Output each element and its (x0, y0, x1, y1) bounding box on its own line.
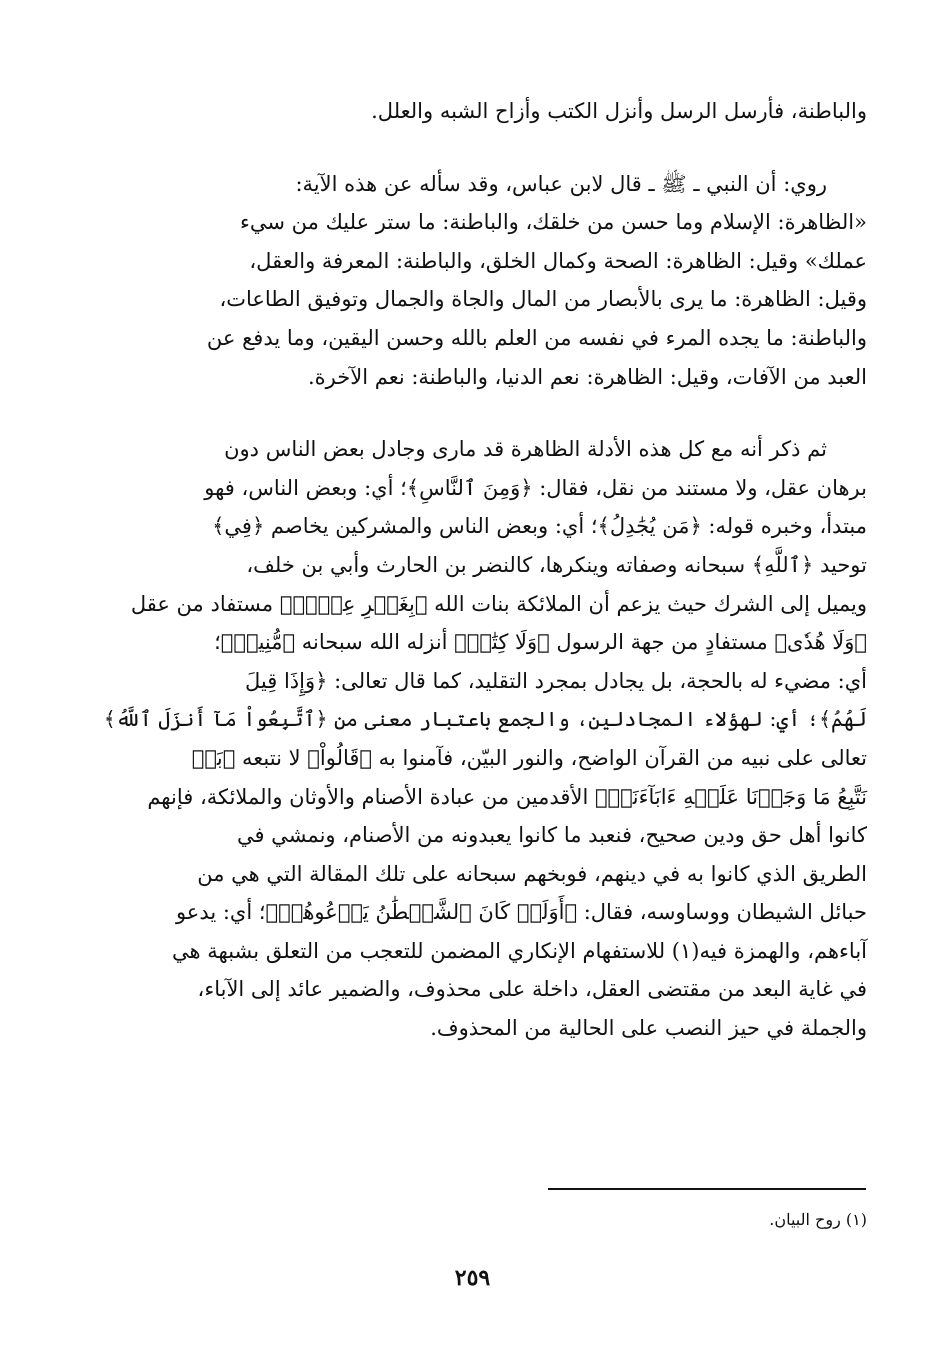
text-line: ثم ذكر أنه مع كل هذه الأدلة الظاهرة قد مارى وجادل بعض الناس دون (224, 437, 827, 462)
text-line: عملك» وقيل: الظاهرة: الصحة وكمال الخلق، والباطنة: المعرفة والعقل، (249, 248, 867, 273)
paragraph-riwaya (92, 165, 867, 397)
footnote-divider (548, 1188, 866, 1190)
text-line: روي: أن النبي ـ ﷺ ـ قال لابن عباس، وقد سأله عن هذه الآية: (295, 171, 827, 196)
paragraph-tafsir (92, 430, 867, 1048)
text-line: والباطنة: ما يجده المرء في نفسه من العلم بالله وحسن اليقين، وما يدفع عن (206, 325, 867, 350)
text-line: كانوا أهل حق ودين صحيح، فنعبد ما كانوا يعبدونه من الأصنام، ونمشي في (236, 823, 867, 848)
text-line: آباءهم، والهمزة فيه(١) للاستفهام الإنكاري المضمن للتعجب من التعلق بشبهة هي (172, 938, 867, 963)
footnotes (547, 1192, 867, 1232)
text-line: برهان عقل، ولا مستند من نقل، فقال: ﴿وَمِنَ ٱلنَّاسِ﴾؛ أي: وبعض الناس، فهو (204, 475, 867, 500)
text-line: والباطنة، فأرسل الرسل وأنزل الكتب وأزاح الشبه والعلل. (371, 99, 867, 123)
text-line: أي: مضيء له بالحجة، بل يجادل بمجرد التقليد، كما قال تعالى: ﴿وَإِذَا قِيلَ (245, 668, 867, 693)
text-line: «الظاهرة: الإسلام وما حسن من خلقك، والباطنة: ما ستر عليك من سيء (240, 210, 867, 235)
page-body (92, 92, 867, 1048)
text-line: العبد من الآفات، وقيل: الظاهرة: نعم الدنيا، والباطنة: نعم الآخرة. (308, 364, 867, 389)
text-line: في غاية البعد من مقتضى العقل، داخلة على محذوف، والضمير عائد إلى الآباء، (197, 977, 867, 1002)
paragraph-intro (92, 92, 867, 131)
text-line: تعالى على نبيه من القرآن الواضح، والنور البيّن، فآمنوا به ﴿قَالُواْ﴾ لا نتبعه ﴿بَلۡ (191, 745, 867, 770)
text-line: الطريق الذي كانوا به في دينهم، فوبخهم سبحانه على تلك المقالة التي هي من (197, 861, 867, 886)
text-line: والجملة في حيز النصب على الحالية من المحذوف. (430, 1016, 867, 1041)
text-line: حبائل الشيطان ووساوسه، فقال: ﴿أَوَلَوۡ كَانَ ٱلشَّيۡطَٰنُ يَدۡعُوهُمۡ﴾؛ أي: يدعو (175, 900, 867, 925)
text-line: لَهُمُ﴾؛ أي: لهؤلاء المجادلين، والجمع باعتبار معنى من ﴿ٱتَّبِعُواْ مَآ أَنزَلَ ٱللَّهُ﴾ (103, 707, 867, 732)
text-line: ﴿وَلَا هُدٗى﴾ مستفادٍ من جهة الرسول ﴿وَلَا كِتَٰبٖ﴾ أنزله الله سبحانه ﴿مُّنِيرٖ﴾؛ (214, 630, 867, 655)
text-line: توحيد ﴿ٱللَّهِ﴾ سبحانه وصفاته وينكرها، كالنضر بن الحارث وأبي بن خلف، (246, 552, 867, 577)
text-line: وقيل: الظاهرة: ما يرى بالأبصار من المال والجاة والجمال وتوفيق الطاعات، (219, 287, 867, 312)
text-line: ويميل إلى الشرك حيث يزعم أن الملائكة بنات الله ﴿بِغَيۡرِ عِلۡمٖ﴾ مستفاد من عقل (130, 591, 867, 616)
text-line: مبتدأ، وخبره قوله: ﴿مَن يُجَٰدِلُ﴾؛ أي: وبعض الناس والمشركين يخاصم ﴿فِي﴾ (212, 514, 867, 539)
footnote: (١) روح البيان. (769, 1210, 867, 1229)
text-line: نَتَّبِعُ مَا وَجَدۡنَا عَلَيۡهِ ءَابَآءَنَآۚ﴾ الأقدمين من عبادة الأصنام والأوثان والملائكة، فإنهم (147, 784, 867, 809)
page-number: ٢٥٩ (454, 1265, 491, 1291)
